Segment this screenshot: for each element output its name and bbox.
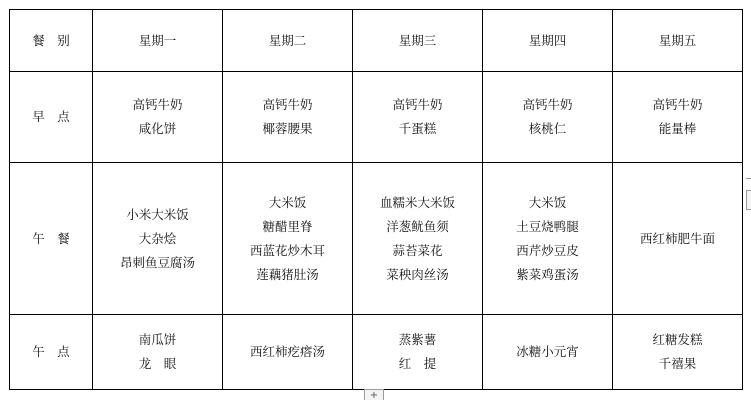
menu-item: 咸化饼	[138, 121, 177, 136]
breakfast-row	[10, 72, 743, 163]
day-header-label: 星期一	[138, 32, 177, 48]
menu-item: 西红柿疙瘩汤	[249, 344, 325, 359]
menu-item: 莲藕猪肚汤	[256, 266, 319, 282]
plus-icon: +	[369, 390, 379, 401]
menu-cell[interactable]	[93, 72, 223, 163]
day-header-cell[interactable]	[353, 10, 483, 72]
day-header-cell[interactable]	[613, 10, 743, 72]
menu-item: 大米饭	[268, 194, 307, 210]
menu-item: 千蛋糕	[398, 121, 437, 136]
meal-label-cell[interactable]	[10, 315, 93, 390]
day-header-cell[interactable]	[483, 10, 613, 72]
day-header-label: 星期三	[398, 32, 437, 48]
menu-item: 紫菜鸡蛋汤	[516, 266, 579, 282]
menu-item: 龙 眼	[138, 356, 177, 371]
meal-label: 早 点	[32, 109, 70, 124]
day-header-label: 星期五	[658, 32, 697, 48]
header-row	[10, 10, 743, 72]
menu-cell[interactable]	[93, 315, 223, 390]
day-header-cell[interactable]	[223, 10, 353, 72]
table-resize-tick	[746, 178, 751, 179]
menu-cell[interactable]	[223, 315, 353, 390]
menu-item: 红 提	[398, 356, 437, 371]
lunch-row	[10, 163, 743, 315]
menu-item: 南瓜饼	[138, 332, 177, 347]
day-header-cell[interactable]	[93, 10, 223, 72]
menu-item: 红糖发糕	[652, 332, 703, 347]
menu-cell[interactable]	[613, 72, 743, 163]
menu-cell[interactable]	[613, 163, 743, 315]
menu-cell[interactable]	[483, 315, 613, 390]
menu-item: 土豆烧鸭腿	[516, 218, 579, 234]
menu-cell[interactable]	[353, 315, 483, 390]
menu-item: 洋葱鱿鱼须	[386, 218, 449, 234]
meal-label: 午 点	[32, 344, 70, 359]
meal-label-cell[interactable]	[10, 163, 93, 315]
menu-item: 蒜苔菜花	[392, 242, 443, 258]
weekly-menu-table	[9, 9, 743, 390]
day-header-label: 星期四	[528, 32, 567, 48]
afternoon-snack-row	[10, 315, 743, 390]
menu-item: 菜秧肉丝汤	[386, 266, 449, 282]
menu-item: 西芹炒豆皮	[516, 242, 579, 258]
menu-item: 蒸紫薯	[398, 332, 437, 347]
menu-cell[interactable]	[223, 72, 353, 163]
menu-item: 高钙牛奶	[262, 97, 313, 112]
menu-cell[interactable]	[223, 163, 353, 315]
menu-item: 血糯米大米饭	[379, 194, 455, 210]
menu-item: 能量棒	[658, 121, 697, 136]
menu-cell[interactable]	[483, 163, 613, 315]
menu-cell[interactable]	[353, 72, 483, 163]
menu-cell[interactable]	[483, 72, 613, 163]
meal-label: 午 餐	[32, 230, 70, 246]
menu-cell[interactable]	[93, 163, 223, 315]
menu-item: 高钙牛奶	[392, 97, 443, 112]
table-resize-handle[interactable]	[746, 190, 751, 210]
menu-cell[interactable]	[353, 163, 483, 315]
menu-item: 大杂烩	[138, 230, 177, 246]
menu-item: 核桃仁	[528, 121, 567, 136]
menu-item: 大米饭	[528, 194, 567, 210]
menu-cell[interactable]	[613, 315, 743, 390]
menu-item: 高钙牛奶	[132, 97, 183, 112]
menu-item: 西蓝花炒木耳	[249, 242, 325, 258]
menu-item: 千禧果	[658, 356, 697, 371]
corner-header-cell[interactable]	[10, 10, 93, 72]
menu-item: 糖醋里脊	[262, 218, 313, 234]
menu-item: 椰蓉腰果	[262, 121, 313, 136]
add-row-button[interactable]	[364, 389, 384, 400]
menu-item: 高钙牛奶	[522, 97, 573, 112]
menu-item: 小米大米饭	[126, 206, 189, 222]
menu-item: 高钙牛奶	[652, 97, 703, 112]
meal-label-cell[interactable]	[10, 72, 93, 163]
menu-item: 冰糖小元宵	[516, 344, 579, 359]
day-header-label: 星期二	[268, 32, 307, 48]
corner-header-label: 餐 别	[32, 32, 70, 48]
menu-item: 西红柿肥牛面	[639, 230, 715, 246]
menu-item: 昂刺鱼豆腐汤	[119, 254, 195, 270]
